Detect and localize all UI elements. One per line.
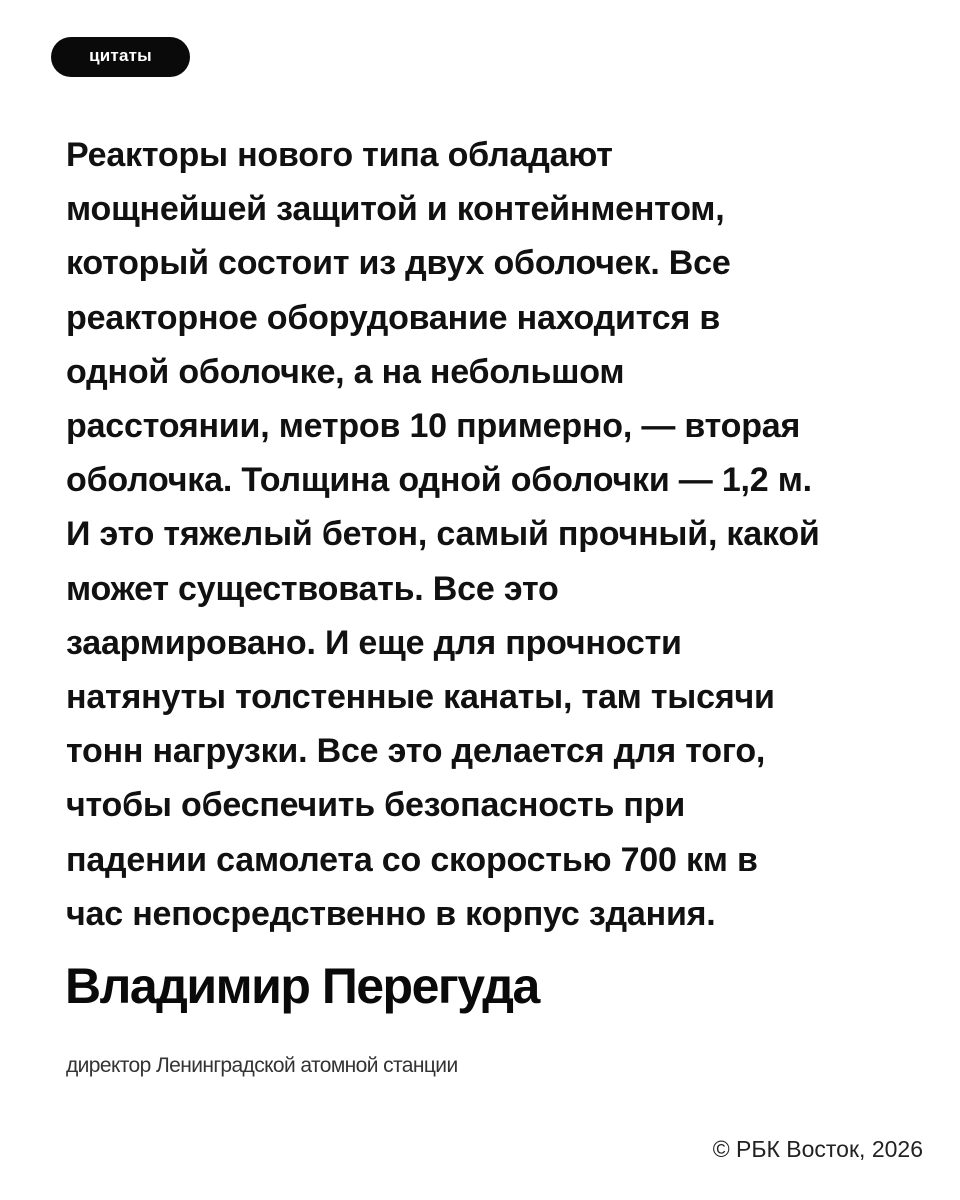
quote-line: одной оболочке, а на небольшом bbox=[66, 352, 625, 391]
quote-line: мощнейшей защитой и контейнментом, bbox=[66, 190, 725, 229]
quote-line: расстоянии, метров 10 примерно, — вторая bbox=[66, 407, 801, 446]
quote-line: заармировано. И еще для прочности bbox=[66, 623, 682, 662]
quote-line: оболочка. Толщина одной оболочки — 1,2 м. bbox=[66, 461, 812, 500]
quote-text bbox=[66, 128, 926, 941]
quote-line: реакторное оборудование находится в bbox=[66, 298, 721, 337]
author-role: директор Ленинградской атомной станции bbox=[66, 1054, 458, 1077]
author-name: Владимир Перегуда bbox=[65, 958, 539, 1014]
quote-line: чтобы обеспечить безопасность при bbox=[66, 786, 686, 825]
category-tag: цитаты bbox=[51, 37, 190, 77]
quote-line: который состоит из двух оболочек. Все bbox=[66, 244, 731, 283]
copyright-notice: © РБК Восток, 2026 bbox=[712, 1136, 923, 1162]
quote-line: Реакторы нового типа обладают bbox=[66, 136, 613, 174]
quote-line: час непосредственно в корпус здания. bbox=[66, 894, 716, 933]
quote-line: натянуты толстенные канаты, там тысячи bbox=[66, 678, 775, 717]
quote-line: И это тяжелый бетон, самый прочный, какой bbox=[66, 515, 820, 554]
quote-line: может существовать. Все это bbox=[66, 569, 559, 608]
quote-line: падении самолета со скоростью 700 км в bbox=[66, 840, 758, 879]
quote-line: тонн нагрузки. Все это делается для того, bbox=[66, 732, 766, 771]
